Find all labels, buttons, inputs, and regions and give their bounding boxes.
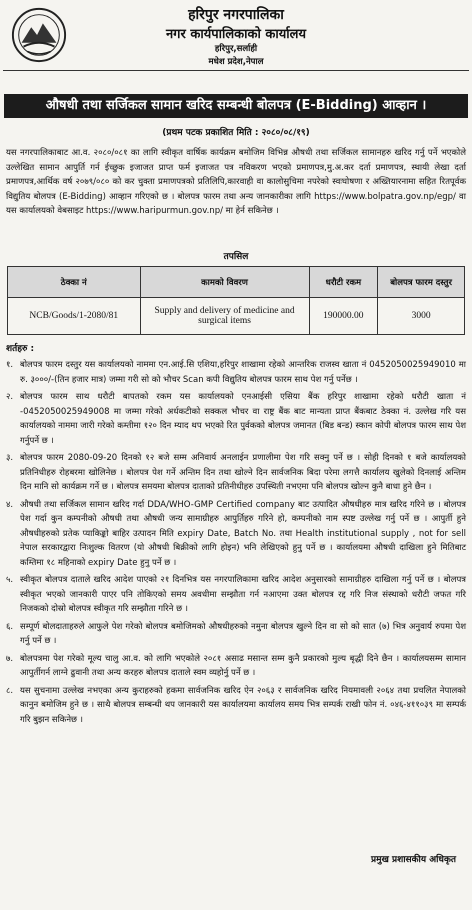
municipality-name: हरिपुर नगरपालिका	[188, 7, 284, 23]
condition-text: सम्पूर्ण बोलदाताहरुले आफुले पेश गरेको बोलपत्र बमोजिमको औषधीहरुको नमुना बोलपत्र खुल्ने दिन वा सो को सात (७) भित्र अनुवार्य रुपमा पेश गर्नु पर्ने छ ।	[20, 621, 466, 646]
cell-description: Supply and delivery of medicine and surgical items	[140, 298, 309, 335]
signatory-title: प्रमुख प्रशासकीय अधिकृत	[370, 855, 456, 865]
condition-number: ५.	[6, 575, 14, 585]
cell-fee: 3000	[378, 298, 465, 335]
cell-deposit: 190000.00	[309, 298, 378, 335]
cell-contract-no: NCB/Goods/1-2080/81	[8, 298, 141, 335]
condition-item	[6, 451, 466, 495]
condition-item	[6, 498, 466, 571]
table-header-row	[8, 267, 465, 298]
condition-number: २.	[6, 392, 14, 402]
tender-table	[7, 266, 465, 335]
table-row	[8, 298, 465, 335]
condition-item	[6, 573, 466, 617]
office-location: हरिपुर,सर्लाही	[214, 44, 258, 54]
condition-number: ६.	[6, 621, 14, 632]
condition-number: ४.	[6, 499, 14, 510]
condition-item	[6, 620, 466, 649]
col-description: कामको विवरण	[140, 267, 309, 298]
condition-number: ७.	[6, 653, 14, 664]
condition-text: यस सुचनामा उल्लेख नभएका अन्य कुराहरुको हकमा सार्वजनिक खरिद ऐन २०६३ र सार्वजनिक खरिद नियमावली २०६४ तथा प्रचलित नेपालको कानुन बमोजिम हुने छ । साथै बोलपत्र सम्बन्धी थप जानकारी यस कार्यालयमा कार्यालय समय भित्र सम्पर्क राखी फोन नं. ०४६-४११०३९ मा सम्पर्क गरि बुझन सकिनेछ ।	[20, 685, 466, 725]
office-name: नगर कार्यपालिकाको कार्यालय	[165, 27, 307, 42]
header-divider	[3, 70, 469, 71]
schedule-title: तपसिल	[223, 252, 249, 262]
intro-paragraph: यस नगरपालिकाबाट आ.व. २०८०/०८१ का लागि स्वीकृत वार्षिक कार्यक्रम बमोजिम विभिन्न औषधी तथा सर्जिकल सामानहरु खरिद गर्नु पर्ने भएकोले उल्लेखित सामान आपुर्ति गर्न ईच्छुक इजाजत प्राप्त फर्म इजाजत पत्र नविकरण भएको प्रमाणपत्र,मु.अ.कर दर्ता प्रमाणपत्र, स्थायी लेखा दर्ता प्रमाणपत्र,आर्थिक वर्ष २०७९/०८० को कर चुक्ता प्रमाणपत्रको प्रतिलिपि,कारवाही वा कालोसुचिमा नपरेको स्वःघोषणा र अख्तियारनामा सहित रितपूर्वक विद्युतिय बोलपत्र (E-Bidding) आव्हान गरिएको छ । बोलपत्र फारम तथा अन्य जानकारीका लागि https://www.bolpatra.gov.np/egp/ वा यस कार्यालयको वेबसाइट https://www.haripurmun.gov.np/ मा हेर्न सकिनेछ ।	[6, 148, 466, 216]
conditions-list	[6, 358, 466, 730]
condition-text: बोलपत्र फारम साथ धरौटी बापतको रकम यस कार्यालयको एनआईसी एसिया बैंक हरिपुर शाखामा रहेको धरौटी खाता नं -0452050025949008 मा जम्मा गरेको अर्धकटीको सक्कल भौचर वा राष्ट्र बैंक बाट मान्यता प्राप्त बैंकबाट ठेक्का नं. उल्लेख गरि यस कार्यालयको नाममा जारी गरेको कम्तीमा १२० दिन म्याद थप भएको रित पुर्वकको बोलपत्र जमानत (बिड बन्ड) स्कान कोपी बोलपत्र फारम साथ पेश गर्नुपर्ने छ ।	[20, 392, 466, 446]
notice-title: औषधी तथा सर्जिकल सामान खरिद सम्बन्धी बोलपत्र (E-Bidding) आव्हान ।	[4, 94, 468, 118]
publication-date: (प्रथम पटक प्रकाशित मिति : २०८०/०८/१९)	[162, 128, 310, 138]
condition-number: १.	[6, 360, 14, 370]
condition-number: ३.	[6, 453, 14, 463]
col-deposit: धरौटी रकम	[309, 267, 378, 298]
condition-item	[6, 390, 466, 448]
condition-text: बोलपत्र फारम 2080-09-20 दिनको १२ बजे सम्म अनिवार्य अनलाईन प्रणालीमा पेश गरि सक्नु पर्ने छ । सोही दिनको १ बजे कार्यालयको प्रतिनिधीहरु रोहबरमा खोलिनेछ । बोलपत्र पेश गर्ने अन्तिम दिन तथा खोल्ने दिन सार्वजनिक बिदा परेमा लगत्तै कार्यालय खुलेको दिनलाई अन्तिम दिन मानि सो कार्यक्रम गर्ने छ । बोलपत्र समयमा बोलपत्र दाताको प्रतिनीधीहरु उपस्थिती नभएमा पनि बोलपत्र खोल्न कुनै बाधा हुने छैन ।	[20, 453, 466, 492]
col-contract-no: ठेक्का नं	[8, 267, 141, 298]
col-fee: बोलपत्र फारम दस्तुर	[378, 267, 465, 298]
condition-text: औषधी तथा सर्जिकल सामान खरिद गर्दा DDA/WHO-GMP Certified company बाट उत्पादित औषधीहरु मात्र खरिद गरिने छ । बोलपत्र पेश गर्दा कुन कम्पनीको औषधी तथा औषधी जन्य सामाग्रीहरु आपुर्तिहरु गरिने हो, कम्पनीको नाम स्पष्ट उल्लेख गर्नु पर्ने छ । आपुर्ती हुने औषधीहरुको प्रतेक प्याकिङ्को बाहिर उत्पादन मिति expiry Date, Batch No. तथा Health institutional supply , not for sell नेपाल सरकारद्वारा निःशुल्क वितरण (यो औषधी बिक्रीको लागि होइन) भनि लेखिएको हुनु पर्ने छ । कार्यालयमा औषधी दाखिला हुने मितिबाट कम्तिमा १८ महिनाको expiry Date हुनु पर्ने छ ।	[20, 499, 466, 568]
condition-text: बोलपत्रमा पेश गरेको मूल्य चालु आ.व. को लागि भएकोले २०८१ असाढ मसान्त सम्म कुनै प्रकारको मुल्य बृद्धी दिने छैन । कार्यालयसम्म सामान आपुर्तीगर्न लाग्ने ढुवानी तथा अन्य करहरु बोलपत्र दाताले स्वम व्यहोर्नु पर्ने छ ।	[20, 653, 466, 678]
condition-number: ८.	[6, 685, 14, 696]
condition-text: स्वीकृत बोलपत्र दाताले खरिद आदेश पाएको २१ दिनभित्र यस नगरपालिकामा खरिद आदेश अनुसारको सामाग्रीहरु दाखिला गर्नु पर्ने छ । बोलपत्र स्वीकृत भएको जानकारी पाएर पनि तोकिएको समय अवधीमा सम्झौता गर्न नआएमा उक्त बोलपत्र रद्द गरि निज संस्थाको धरौटी जफत गरि निजकको दोस्रो बोलपत्र स्वीकृत गरि सम्झौता गरिने छ ।	[20, 575, 466, 614]
condition-item	[6, 652, 466, 681]
conditions-title: शर्तहरु :	[6, 344, 35, 354]
condition-text: बोलपत्र फारम दस्तुर यस कार्यालयको नाममा एन.आई.सि एशिया,हरिपुर शाखामा रहेको आन्तरिक राजस्व खाता नं 0452050025949010 मा रु. ३०००/-(तिन हजार मात्र) जम्मा गरी सो को भौचर Scan कपी विद्युतिय बोलपत्र फारम साथ पेश गर्नु पर्नेछ ।	[20, 360, 466, 385]
condition-item	[6, 358, 466, 387]
condition-item	[6, 684, 466, 728]
province-name: मधेश प्रदेश,नेपाल	[208, 57, 264, 67]
